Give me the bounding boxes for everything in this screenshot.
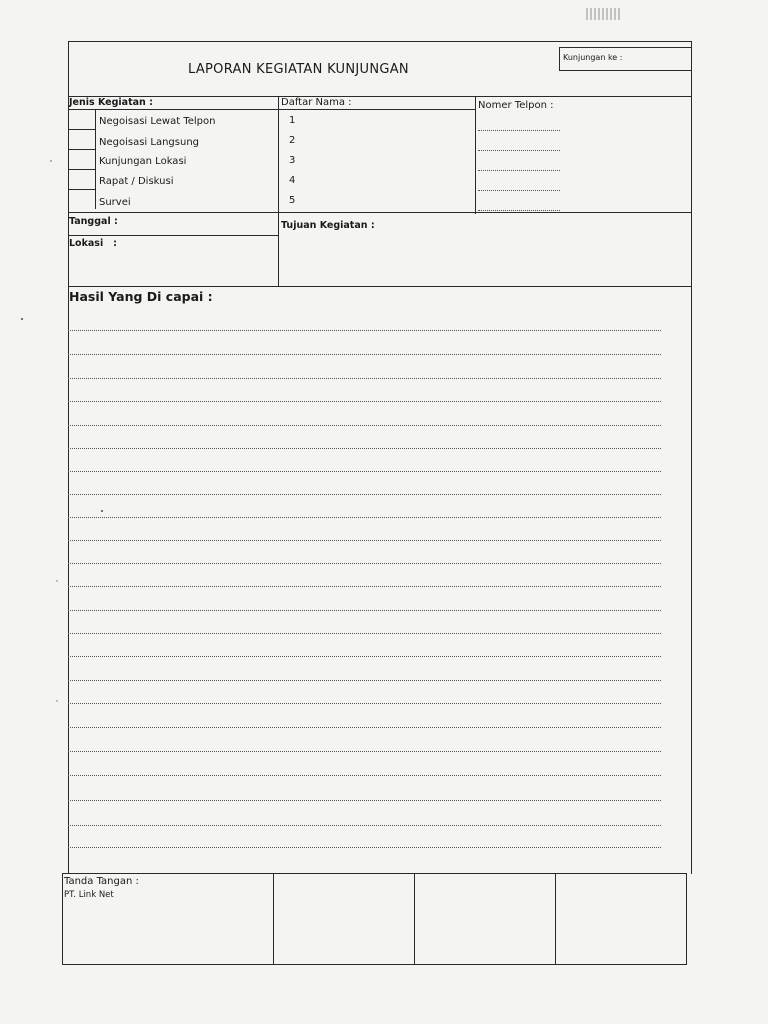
results-line: [68, 448, 661, 449]
signature-box-1[interactable]: [63, 904, 272, 963]
scan-speck: [21, 318, 23, 320]
results-line: [68, 775, 661, 776]
checkbox-survey[interactable]: [69, 190, 95, 209]
results-line: [68, 727, 661, 728]
option-survey: Survei: [99, 197, 131, 208]
phone-line-5[interactable]: [478, 210, 560, 211]
option-negotiation-direct: Negoisasi Langsung: [99, 137, 199, 148]
checkbox-negotiation-phone[interactable]: [69, 110, 95, 129]
scan-stamp-mark: [586, 8, 620, 20]
results-line: [68, 680, 661, 681]
results-line: [68, 401, 661, 402]
location-field[interactable]: [120, 236, 275, 284]
results-line: [68, 586, 661, 587]
name-number-5: 5: [289, 195, 296, 206]
visit-number-label: Kunjungan ke :: [563, 53, 623, 62]
purpose-field[interactable]: [282, 234, 687, 284]
results-label: Hasil Yang Di capai :: [69, 289, 213, 304]
frame-top: [68, 41, 692, 42]
option-site-visit: Kunjungan Lokasi: [99, 156, 187, 167]
scan-speck: [50, 160, 52, 162]
visit-box-bottom: [559, 70, 692, 71]
results-line: [68, 800, 661, 801]
results-line: [68, 610, 661, 611]
phone-line-4[interactable]: [478, 190, 560, 191]
date-label: Tanggal :: [69, 216, 118, 227]
visit-number-field[interactable]: [630, 49, 690, 69]
phone-line-1[interactable]: [478, 130, 560, 131]
results-field[interactable]: [68, 308, 663, 848]
results-line: [68, 703, 661, 704]
signature-box-3[interactable]: [415, 874, 554, 963]
results-line: [68, 378, 661, 379]
results-line: [68, 354, 661, 355]
results-line: [68, 425, 661, 426]
results-line: [68, 540, 661, 541]
purpose-label: Tujuan Kegiatan :: [281, 220, 375, 231]
activity-header-line: [68, 109, 279, 110]
name-number-2: 2: [289, 135, 296, 146]
visit-box-left: [559, 47, 560, 70]
results-line: [68, 471, 661, 472]
frame-right: [691, 41, 692, 874]
signature-bottom-line: [62, 964, 687, 965]
phone-line-2[interactable]: [478, 150, 560, 151]
divider-activity-names: [278, 96, 279, 286]
middle-section-bottom-line: [68, 286, 692, 287]
upper-section-bottom-line: [68, 212, 692, 213]
results-line: [68, 494, 661, 495]
date-field[interactable]: [120, 214, 275, 234]
phone-line-3[interactable]: [478, 170, 560, 171]
results-line: [68, 517, 661, 518]
location-label: Lokasi :: [69, 238, 117, 249]
option-meeting: Rapat / Diskusi: [99, 176, 174, 187]
signature-label: Tanda Tangan :: [64, 876, 139, 887]
results-line: [68, 656, 661, 657]
scan-speck: [56, 580, 58, 582]
name-entry-field[interactable]: [300, 110, 470, 210]
results-line: [68, 751, 661, 752]
activity-type-label: Jenis Kegiatan :: [69, 97, 153, 108]
scan-speck: [101, 510, 103, 512]
option-negotiation-phone: Negoisasi Lewat Telpon: [99, 116, 216, 127]
results-line: [68, 825, 661, 826]
signature-box-2[interactable]: [274, 874, 413, 963]
checkbox-column-line: [95, 109, 96, 209]
form-title: LAPORAN KEGIATAN KUNJUNGAN: [188, 62, 409, 77]
checkbox-negotiation-direct[interactable]: [69, 130, 95, 149]
header-bottom-line: [68, 96, 692, 97]
visit-box-top: [559, 47, 692, 48]
name-number-4: 4: [289, 175, 296, 186]
signature-company: PT. Link Net: [64, 890, 114, 900]
results-line: [68, 330, 661, 331]
checkbox-site-visit[interactable]: [69, 150, 95, 169]
divider-names-phone: [475, 96, 476, 214]
results-line: [68, 847, 661, 848]
signature-right-line: [686, 873, 687, 965]
signature-box-4[interactable]: [556, 874, 685, 963]
name-number-1: 1: [289, 115, 296, 126]
scan-speck: [56, 700, 58, 702]
phone-label: Nomer Telpon :: [478, 100, 554, 111]
name-number-3: 3: [289, 155, 296, 166]
name-list-label: Daftar Nama :: [281, 97, 352, 108]
results-line: [68, 563, 661, 564]
checkbox-meeting[interactable]: [69, 170, 95, 189]
results-line: [68, 633, 661, 634]
